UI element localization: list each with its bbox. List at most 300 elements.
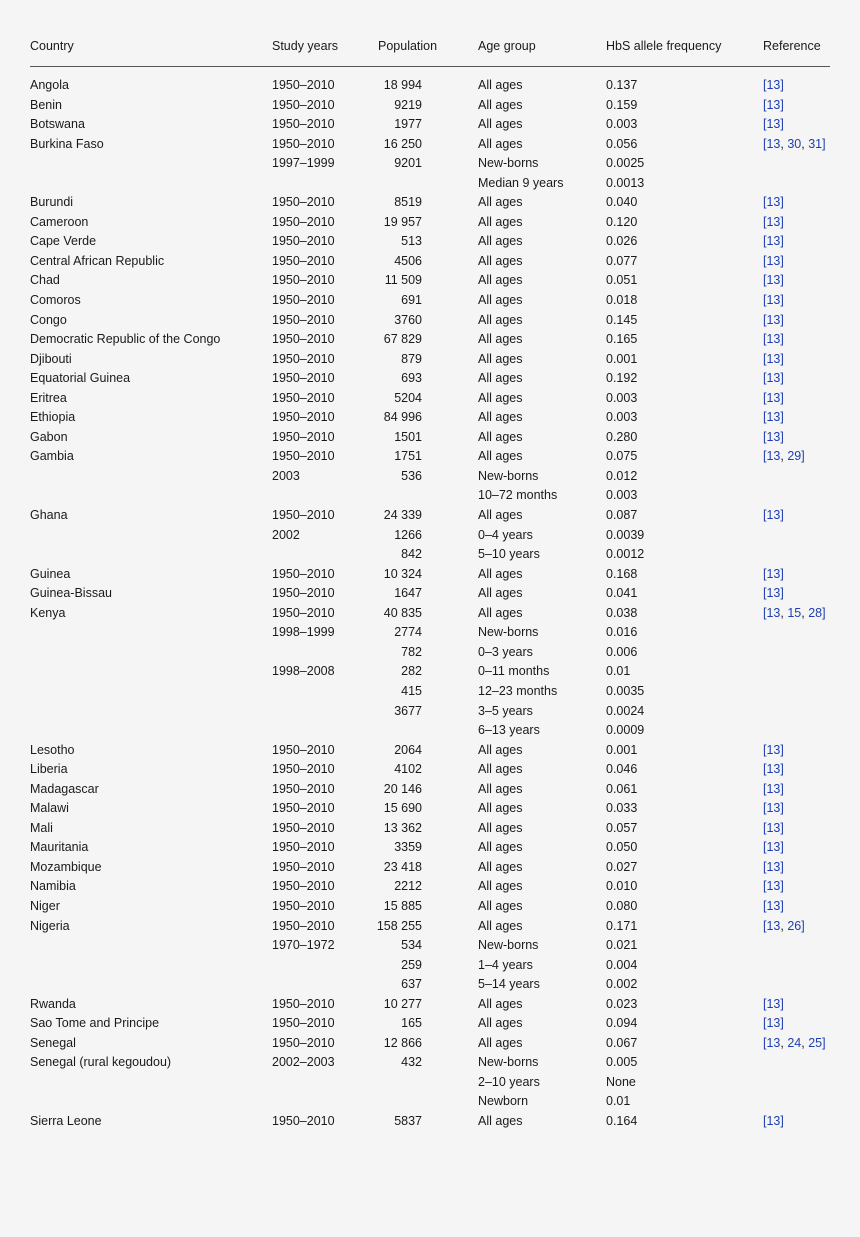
- cell-age-group: All ages: [478, 97, 523, 112]
- cell-country: Guinea-Bissau: [30, 586, 112, 601]
- cell-reference: [13, 26]: [763, 918, 805, 933]
- cell-study-years: 1950–2010: [272, 508, 335, 523]
- cell-population: 23 418: [383, 859, 422, 874]
- cell-country: Ethiopia: [30, 410, 76, 425]
- table-row: [0, 956, 860, 976]
- cell-reference: [13]: [763, 586, 784, 601]
- cell-reference: [13]: [763, 742, 784, 757]
- cell-frequency: 0.057: [606, 820, 638, 835]
- cell-frequency: 0.159: [606, 97, 638, 112]
- cell-frequency: 0.006: [606, 644, 638, 659]
- cell-frequency: 0.171: [606, 918, 638, 933]
- cell-study-years: 1950–2010: [272, 879, 335, 894]
- cell-frequency: 0.016: [606, 625, 638, 640]
- cell-reference: [13]: [763, 1113, 784, 1128]
- cell-age-group: All ages: [478, 762, 523, 777]
- cell-country: Namibia: [30, 879, 76, 894]
- cell-age-group: Median 9 years: [478, 175, 564, 190]
- cell-population: 15 690: [383, 801, 422, 816]
- cell-age-group: All ages: [478, 820, 523, 835]
- cell-age-group: 2–10 years: [478, 1074, 540, 1089]
- cell-population: 842: [401, 547, 422, 562]
- cell-reference: [13]: [763, 801, 784, 816]
- cell-reference: [13]: [763, 332, 784, 347]
- cell-frequency: 0.0035: [606, 683, 645, 698]
- table-row: [0, 1073, 860, 1093]
- reference-link[interactable]: 13: [766, 742, 781, 757]
- reference-link[interactable]: 13: [766, 781, 781, 796]
- table-row: [0, 467, 860, 487]
- cell-population: 12 866: [383, 1035, 422, 1050]
- reference-link[interactable]: 13: [766, 117, 781, 132]
- cell-study-years: 1998–1999: [272, 625, 335, 640]
- table-row: [0, 330, 860, 350]
- header-age-group: Age group: [478, 39, 536, 53]
- reference-link[interactable]: 13: [766, 859, 781, 874]
- cell-country: Sao Tome and Principe: [30, 1016, 160, 1031]
- reference-link[interactable]: 13: [766, 195, 781, 210]
- cell-frequency: 0.004: [606, 957, 638, 972]
- cell-age-group: New-borns: [478, 1055, 539, 1070]
- cell-population: 84 996: [383, 410, 422, 425]
- cell-country: Rwanda: [30, 996, 76, 1011]
- cell-study-years: 1950–2010: [272, 273, 335, 288]
- cell-reference: [13]: [763, 996, 784, 1011]
- cell-frequency: 0.027: [606, 859, 638, 874]
- reference-link[interactable]: 13: [766, 293, 781, 308]
- cell-population: 2774: [394, 625, 422, 640]
- reference-link[interactable]: 28: [808, 605, 823, 620]
- table-body: [0, 76, 860, 1132]
- reference-link[interactable]: 30: [787, 136, 802, 151]
- header-frequency: HbS allele frequency: [606, 39, 722, 53]
- table-row: [0, 76, 860, 96]
- cell-population: 9219: [394, 97, 422, 112]
- cell-frequency: 0.0013: [606, 175, 645, 190]
- cell-age-group: All ages: [478, 117, 523, 132]
- reference-link[interactable]: 24: [787, 1035, 802, 1050]
- cell-reference: [13]: [763, 898, 784, 913]
- cell-country: Cape Verde: [30, 234, 97, 249]
- cell-frequency: 0.075: [606, 449, 638, 464]
- cell-age-group: 12–23 months: [478, 683, 558, 698]
- cell-age-group: All ages: [478, 586, 523, 601]
- table-row: [0, 1014, 860, 1034]
- cell-population: 1751: [394, 449, 422, 464]
- cell-country: Malawi: [30, 801, 69, 816]
- cell-reference: [13]: [763, 879, 784, 894]
- cell-age-group: 6–13 years: [478, 723, 540, 738]
- cell-study-years: 1950–2010: [272, 429, 335, 444]
- cell-study-years: 1950–2010: [272, 332, 335, 347]
- cell-country: Kenya: [30, 605, 66, 620]
- table-row: [0, 819, 860, 839]
- reference-link[interactable]: 13: [766, 449, 781, 464]
- reference-link[interactable]: 15: [787, 605, 802, 620]
- cell-age-group: All ages: [478, 859, 523, 874]
- cell-reference: [13]: [763, 1016, 784, 1031]
- cell-country: Gabon: [30, 429, 68, 444]
- cell-reference: [13, 29]: [763, 449, 805, 464]
- cell-age-group: All ages: [478, 214, 523, 229]
- cell-population: 3359: [394, 840, 422, 855]
- cell-study-years: 1950–2010: [272, 312, 335, 327]
- cell-country: Democratic Republic of the Congo: [30, 332, 221, 347]
- cell-country: Congo: [30, 312, 67, 327]
- cell-frequency: 0.061: [606, 781, 638, 796]
- cell-country: Angola: [30, 78, 69, 92]
- cell-frequency: 0.012: [606, 468, 638, 483]
- cell-population: 1647: [394, 586, 422, 601]
- table-row: [0, 428, 860, 448]
- cell-age-group: All ages: [478, 78, 523, 92]
- cell-age-group: All ages: [478, 410, 523, 425]
- cell-reference: [13]: [763, 273, 784, 288]
- cell-study-years: 1970–1972: [272, 938, 335, 953]
- cell-age-group: All ages: [478, 508, 523, 523]
- cell-age-group: All ages: [478, 840, 523, 855]
- cell-age-group: All ages: [478, 742, 523, 757]
- cell-reference: [13]: [763, 97, 784, 112]
- table-row: [0, 604, 860, 624]
- reference-link[interactable]: 13: [766, 605, 781, 620]
- reference-link[interactable]: 13: [766, 273, 781, 288]
- cell-population: 536: [401, 468, 422, 483]
- cell-country: Cameroon: [30, 214, 89, 229]
- cell-population: 11 509: [384, 273, 422, 288]
- cell-population: 158 255: [376, 918, 422, 933]
- reference-link[interactable]: 13: [766, 586, 781, 601]
- header-country: Country: [30, 39, 74, 53]
- cell-age-group: All ages: [478, 918, 523, 933]
- cell-population: 513: [401, 234, 422, 249]
- cell-frequency: 0.023: [606, 996, 638, 1011]
- cell-study-years: 1950–2010: [272, 234, 335, 249]
- cell-reference: [13]: [763, 566, 784, 581]
- table-row: [0, 389, 860, 409]
- reference-link[interactable]: 13: [766, 253, 781, 268]
- reference-link[interactable]: 13: [766, 312, 781, 327]
- cell-age-group: 5–10 years: [478, 547, 540, 562]
- cell-population: 4102: [394, 762, 422, 777]
- cell-country: Senegal: [30, 1035, 76, 1050]
- cell-study-years: 1950–2010: [272, 390, 335, 405]
- cell-population: 10 277: [383, 996, 422, 1011]
- table-row: [0, 1112, 860, 1132]
- cell-frequency: 0.038: [606, 605, 638, 620]
- cell-country: Chad: [30, 273, 60, 288]
- reference-link[interactable]: 13: [766, 332, 781, 347]
- cell-age-group: 10–72 months: [478, 488, 558, 503]
- cell-population: 637: [401, 977, 422, 992]
- cell-reference: [13]: [763, 253, 784, 268]
- table-row: [0, 115, 860, 135]
- table-row: [0, 858, 860, 878]
- cell-frequency: 0.120: [606, 214, 638, 229]
- cell-population: 415: [401, 683, 422, 698]
- reference-link[interactable]: 13: [766, 1035, 781, 1050]
- table-row: [0, 96, 860, 116]
- cell-study-years: 1950–2010: [272, 586, 335, 601]
- table-row: [0, 917, 860, 937]
- table-row: [0, 506, 860, 526]
- cell-frequency: 0.0012: [606, 547, 645, 562]
- table-row: [0, 838, 860, 858]
- cell-frequency: 0.041: [606, 586, 638, 601]
- cell-age-group: All ages: [478, 566, 523, 581]
- reference-link[interactable]: 26: [787, 918, 802, 933]
- cell-country: Mali: [30, 820, 53, 835]
- cell-reference: [13]: [763, 293, 784, 308]
- cell-frequency: 0.192: [606, 371, 638, 386]
- reference-link[interactable]: 13: [766, 762, 781, 777]
- table-row: [0, 877, 860, 897]
- table-row: [0, 291, 860, 311]
- table-row: [0, 545, 860, 565]
- cell-age-group: All ages: [478, 293, 523, 308]
- cell-frequency: 0.056: [606, 136, 638, 151]
- reference-link[interactable]: 13: [766, 234, 781, 249]
- table-row: [0, 213, 860, 233]
- cell-age-group: All ages: [478, 234, 523, 249]
- reference-link[interactable]: 13: [766, 820, 781, 835]
- table-row: [0, 565, 860, 585]
- cell-study-years: 2003: [272, 468, 300, 483]
- cell-frequency: 0.001: [606, 351, 638, 366]
- cell-frequency: 0.001: [606, 742, 638, 757]
- table-row: [0, 741, 860, 761]
- cell-age-group: All ages: [478, 429, 523, 444]
- cell-country: Botswana: [30, 117, 85, 132]
- cell-age-group: 0–4 years: [478, 527, 533, 542]
- cell-population: 10 324: [383, 566, 422, 581]
- cell-age-group: New-borns: [478, 156, 539, 171]
- cell-study-years: 1950–2010: [272, 371, 335, 386]
- cell-frequency: 0.002: [606, 977, 638, 992]
- cell-age-group: All ages: [478, 351, 523, 366]
- cell-population: 8519: [394, 195, 422, 210]
- table-row: [0, 526, 860, 546]
- reference-link[interactable]: 13: [766, 97, 781, 112]
- reference-link[interactable]: 13: [766, 879, 781, 894]
- reference-link[interactable]: 13: [766, 840, 781, 855]
- cell-frequency: 0.164: [606, 1113, 638, 1128]
- cell-study-years: 1950–2010: [272, 117, 335, 132]
- cell-population: 3760: [394, 312, 422, 327]
- cell-frequency: 0.003: [606, 410, 638, 425]
- table-row: [0, 623, 860, 643]
- reference-link[interactable]: 13: [766, 136, 781, 151]
- cell-country: Djibouti: [30, 351, 72, 366]
- cell-population: 20 146: [383, 781, 422, 796]
- cell-study-years: 1950–2010: [272, 996, 335, 1011]
- reference-link[interactable]: 25: [808, 1035, 823, 1050]
- cell-frequency: 0.026: [606, 234, 638, 249]
- cell-reference: [13]: [763, 371, 784, 386]
- cell-age-group: All ages: [478, 253, 523, 268]
- cell-age-group: All ages: [478, 1016, 523, 1031]
- table-row: [0, 135, 860, 155]
- cell-country: Ghana: [30, 508, 68, 523]
- cell-frequency: 0.137: [606, 78, 638, 92]
- cell-reference: [13, 15, 28]: [763, 605, 826, 620]
- cell-frequency: 0.050: [606, 840, 638, 855]
- cell-age-group: 3–5 years: [478, 703, 533, 718]
- reference-link[interactable]: 13: [766, 996, 781, 1011]
- cell-population: 18 994: [383, 78, 422, 92]
- reference-link[interactable]: 13: [766, 78, 781, 92]
- cell-country: Niger: [30, 898, 60, 913]
- reference-link[interactable]: 13: [766, 801, 781, 816]
- header-reference: Reference: [763, 39, 821, 53]
- cell-study-years: 1950–2010: [272, 566, 335, 581]
- cell-study-years: 1950–2010: [272, 742, 335, 757]
- cell-study-years: 1950–2010: [272, 195, 335, 210]
- reference-link[interactable]: 13: [766, 1113, 781, 1128]
- cell-population: 782: [401, 644, 422, 659]
- cell-age-group: All ages: [478, 1035, 523, 1050]
- cell-age-group: All ages: [478, 781, 523, 796]
- reference-link[interactable]: 13: [766, 390, 781, 405]
- cell-study-years: 1997–1999: [272, 156, 335, 171]
- cell-country: Burkina Faso: [30, 136, 104, 151]
- cell-reference: [13]: [763, 781, 784, 796]
- cell-study-years: 1950–2010: [272, 859, 335, 874]
- cell-population: 165: [401, 1016, 422, 1031]
- cell-population: 67 829: [383, 332, 422, 347]
- cell-population: 2064: [394, 742, 422, 757]
- cell-country: Benin: [30, 97, 62, 112]
- cell-population: 534: [401, 938, 422, 953]
- table-row: [0, 271, 860, 291]
- table-row: [0, 154, 860, 174]
- table-row: [0, 311, 860, 331]
- cell-age-group: All ages: [478, 449, 523, 464]
- cell-study-years: 1950–2010: [272, 351, 335, 366]
- cell-study-years: 1950–2010: [272, 918, 335, 933]
- cell-frequency: 0.040: [606, 195, 638, 210]
- table-row: [0, 447, 860, 467]
- cell-age-group: All ages: [478, 332, 523, 347]
- cell-population: 691: [401, 293, 422, 308]
- cell-age-group: All ages: [478, 390, 523, 405]
- cell-reference: [13]: [763, 195, 784, 210]
- cell-reference: [13]: [763, 214, 784, 229]
- reference-link[interactable]: 29: [787, 449, 802, 464]
- cell-population: 15 885: [383, 898, 422, 913]
- reference-link[interactable]: 13: [766, 410, 781, 425]
- table-row: [0, 721, 860, 741]
- reference-link[interactable]: 31: [808, 136, 823, 151]
- reference-link[interactable]: 13: [766, 898, 781, 913]
- cell-country: Equatorial Guinea: [30, 371, 131, 386]
- cell-study-years: 1950–2010: [272, 136, 335, 151]
- cell-study-years: 1950–2010: [272, 214, 335, 229]
- cell-age-group: All ages: [478, 996, 523, 1011]
- cell-study-years: 1950–2010: [272, 820, 335, 835]
- cell-country: Burundi: [30, 195, 74, 210]
- table-row: [0, 799, 860, 819]
- cell-age-group: New-borns: [478, 625, 539, 640]
- cell-country: Lesotho: [30, 742, 75, 757]
- cell-population: 16 250: [383, 136, 422, 151]
- cell-population: 693: [401, 371, 422, 386]
- table-row: [0, 408, 860, 428]
- cell-population: 5837: [394, 1113, 422, 1128]
- reference-link[interactable]: 13: [766, 429, 781, 444]
- cell-reference: [13]: [763, 117, 784, 132]
- cell-population: 2212: [394, 879, 422, 894]
- table-row: [0, 232, 860, 252]
- header-rule: [30, 66, 830, 67]
- cell-population: 1977: [394, 117, 422, 132]
- cell-age-group: All ages: [478, 801, 523, 816]
- cell-study-years: 1950–2010: [272, 97, 335, 112]
- reference-link[interactable]: 13: [766, 214, 781, 229]
- cell-frequency: None: [606, 1074, 636, 1089]
- reference-link[interactable]: 13: [766, 918, 781, 933]
- cell-study-years: 1950–2010: [272, 78, 335, 92]
- header-population: Population: [378, 39, 438, 53]
- cell-study-years: 1950–2010: [272, 410, 335, 425]
- table-row: [0, 780, 860, 800]
- table-row: [0, 702, 860, 722]
- cell-frequency: 0.145: [606, 312, 638, 327]
- reference-link[interactable]: 13: [766, 508, 781, 523]
- cell-frequency: 0.067: [606, 1035, 638, 1050]
- cell-reference: [13]: [763, 312, 784, 327]
- cell-study-years: 1950–2010: [272, 1035, 335, 1050]
- cell-age-group: 1–4 years: [478, 957, 533, 972]
- cell-age-group: All ages: [478, 136, 523, 151]
- table-row: [0, 174, 860, 194]
- cell-age-group: 5–14 years: [478, 977, 540, 992]
- reference-link[interactable]: 13: [766, 1016, 781, 1031]
- cell-frequency: 0.01: [606, 1094, 631, 1109]
- cell-frequency: 0.080: [606, 898, 638, 913]
- cell-frequency: 0.021: [606, 938, 638, 953]
- cell-population: 5204: [394, 390, 422, 405]
- cell-study-years: 2002–2003: [272, 1055, 335, 1070]
- table-row: [0, 252, 860, 272]
- cell-country: Comoros: [30, 293, 81, 308]
- cell-study-years: 1950–2010: [272, 1113, 335, 1128]
- cell-reference: [13]: [763, 234, 784, 249]
- table-row: [0, 760, 860, 780]
- cell-frequency: 0.0039: [606, 527, 645, 542]
- cell-country: Central African Republic: [30, 253, 165, 268]
- cell-study-years: 1950–2010: [272, 801, 335, 816]
- cell-frequency: 0.0009: [606, 723, 645, 738]
- cell-country: Sierra Leone: [30, 1113, 102, 1128]
- table-row: [0, 897, 860, 917]
- cell-age-group: New-borns: [478, 468, 539, 483]
- reference-link[interactable]: 13: [766, 351, 781, 366]
- reference-link[interactable]: 13: [766, 566, 781, 581]
- reference-link[interactable]: 13: [766, 371, 781, 386]
- cell-population: 3677: [394, 703, 422, 718]
- cell-reference: [13]: [763, 351, 784, 366]
- table-row: [0, 1092, 860, 1112]
- cell-frequency: 0.094: [606, 1016, 638, 1031]
- cell-frequency: 0.01: [606, 664, 631, 679]
- cell-country: Senegal (rural kegoudou): [30, 1055, 172, 1070]
- table-row: [0, 1034, 860, 1054]
- cell-population: 282: [401, 664, 422, 679]
- cell-study-years: 1998–2008: [272, 664, 335, 679]
- cell-frequency: 0.003: [606, 488, 638, 503]
- cell-country: Gambia: [30, 449, 74, 464]
